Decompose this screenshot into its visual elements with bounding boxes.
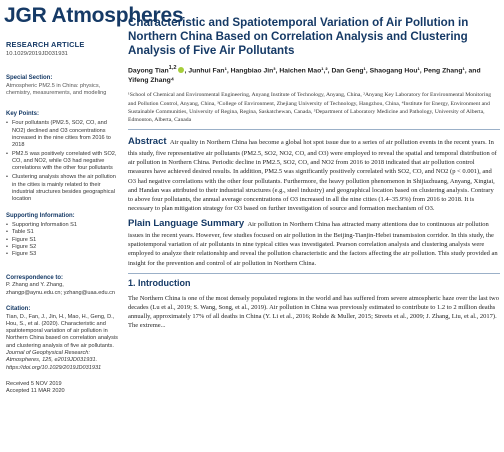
citation [6, 306, 118, 372]
left-sidebar [6, 40, 118, 395]
article-title: Characteristic and Spatiotemporal Variation of Air Pollution in Northern China Based on Correlation Analysis and Clustering Analysis of Five Air Pollutants [128, 16, 469, 57]
correspondence-text[interactable]: P. Zhang and Y. Zhang, zhangp@aynu.edu.cn; yzhang@uaa.edu.cn [6, 282, 116, 296]
received-date: Received 5 NOV 2019 [6, 380, 62, 387]
other-authors[interactable]: , Junhui Fan¹, Hangbiao Jin³, Haichen Mao¹,², Dan Geng¹, Shaogang Hou¹, Peng Zhang¹, and Yifeng Zhang⁴ [128, 66, 481, 85]
key-point: • Clustering analysis shows the air pollution in the cities is mainly related to their industrial structures besides geographical location [6, 174, 118, 203]
author-list [128, 64, 500, 87]
correspondence [6, 275, 118, 297]
abstract [128, 135, 500, 213]
main-column [128, 16, 500, 331]
supporting-item[interactable]: • Figure S2 [6, 244, 118, 251]
citation-text [6, 314, 118, 372]
key-points [6, 111, 118, 203]
special-section [6, 75, 118, 97]
pls-label: Plain Language Summary [128, 218, 245, 230]
supporting-information [6, 213, 118, 258]
article-type: RESEARCH ARTICLE [6, 40, 85, 49]
abstract-text: Air quality in Northern China has become a global hot spot issue due to a series of air pollution events in the recent years. In this study, five representative air pollutants (PM2.5, SO2, NO2, CO, and O3) were employed to reveal the spatial and temporal distribution of air pollution in Northern China. Periodic decline in PM2.5, SO2, CO, and NO2 from 2016 to 2018 indicated that air pollution control measures have achieved desired results. In addition, PM2.5 was significantly positively correlated with SO2, CO, and NO2 (p < 0.001), and O3 had negative correlations with the other four pollutants. Furthermore, the heavy pollution phenomenon in Shijiazhuang, Anyang, Xingtai, and Handan was attributed to their industrial structures (e.g., steel industry) and geographical location based on clustering analysis. Contrary to above four pollutants, the annual average concentrations of O3 increased in all the nine cities (1.4–35.9%) from 2016 to 2018. It is necessary to plan mitigation strategy for O3 based on further investigation of source and formation mechanism of O3. [128, 139, 497, 213]
introduction-heading: 1. Introduction [128, 273, 500, 288]
section-divider [128, 129, 500, 130]
key-point: • Four pollutants (PM2.5, SO2, CO, and NO2) declined and O3 concentrations increased in the nine cities from 2016 to 2018 [6, 120, 118, 149]
introduction-text: The Northern China is one of the most densely populated regions in the world and has suffered from severe atmospheric haze over the last two decades (Lu et al., 2019; S. Wang, Song, et al., 2019). Air pollution in China was previously estimated to contribute to 1.2 to 2 million deaths annually, approximately 17% of all deaths in China (Y. Li et al., 2016; Rohde & Muller, 2015; Streets et al., 2009; J. Zhang, Liu, et al., 2017). The extreme... [128, 294, 499, 330]
special-section-text[interactable]: Atmospheric PM2.5 in China: physics, chemistry, measurements, and modeling [6, 82, 107, 97]
supporting-item[interactable]: • Figure S3 [6, 251, 118, 258]
journal-name: JGR Atmospheres [4, 4, 184, 27]
first-author[interactable]: Dayong Tian [128, 66, 169, 74]
first-author-affiliation: 1,2 [168, 64, 177, 71]
article-doi[interactable]: 10.1029/2019JD031931 [6, 50, 68, 57]
supporting-item[interactable]: • Supporting Information S1 [6, 222, 118, 229]
citation-body: Tian, D., Fan, J., Jin, H., Mao, H., Geng, D., Hou, S., et al. (2020). Characteristic and spatiotemporal variation of air pollution in Northern China based on correlation analysis and clustering analysis of five air pollutants. [6, 313, 118, 349]
supporting-item[interactable]: • Table S1 [6, 229, 118, 236]
key-point: • PM2.5 was positively correlated with SO2, CO, and NO2, while O3 had negative correlations with the other four pollutants [6, 151, 118, 173]
pls-text: Air pollution in Northern China has attracted many attentions due to continuous air pollution issues in the recent years. However, few studies focused on air pollution in the Beijing-Tianjin-Hebei transmission corridor. In this study, the spatiotemporal variation of air pollutants in nine typical cities was investigated. Pearson correlation analysis and clustering analysis were employed to analyze their relationship and reveal the pollution characteristic and the factors affecting the air pollution. This study provided an insight for the prevention and control of air pollution in Northern China. [128, 221, 498, 267]
abstract-label: Abstract [128, 136, 167, 148]
special-section-heading: Special Section: [6, 75, 53, 82]
citation-heading: Citation: [6, 305, 31, 312]
affiliations: ¹School of Chemical and Environmental Engineering, Anyang Institute of Technology, Anyang, China, ²Anyang Key Laboratory for Environmental Monitoring and Pollution Control, Anyang, China, ³College of Environment, Zhejiang University of Technology, Hangzhou, China, ⁴Institute for Energy, Environment and Sustainable Communities, University of Regina, Regina, Saskatchewan, Canada, ⁵Department of Laboratory Medicine and Pathology, University of Alberta, Edmonton, Alberta, Canada [128, 92, 492, 124]
correspondence-heading: Correspondence to: [6, 274, 64, 281]
accepted-date: Accepted 11 MAR 2020 [6, 388, 65, 395]
key-points-heading: Key Points: [6, 111, 40, 118]
plain-language-summary [128, 217, 500, 267]
orcid-icon[interactable] [178, 67, 184, 73]
citation-journal[interactable]: Journal of Geophysical Research: Atmospheres, 125, e2019JD031931. https://doi.org/10.1029/2019JD031931 [6, 349, 102, 371]
article-dates [6, 381, 118, 396]
supporting-heading: Supporting Information: [6, 213, 75, 220]
supporting-item[interactable]: • Figure S1 [6, 237, 118, 244]
